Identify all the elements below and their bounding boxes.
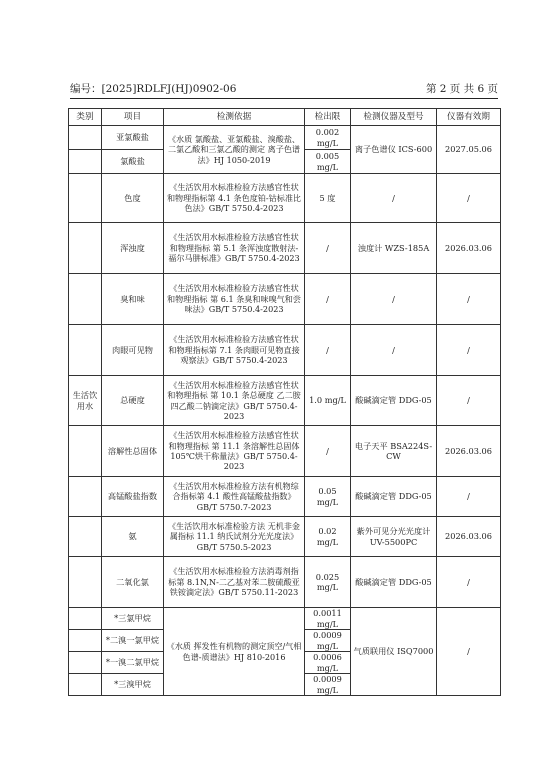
item-cell: 氨 (102, 517, 164, 557)
basis-cell: 《生活饮用水标准检验方法感官性状和物理指标第 7.1 条肉眼可见物直接观察法》GB/T 5750.4-2023 (164, 325, 305, 376)
validity-cell: / (437, 174, 501, 223)
validity-cell: 2026.03.06 (437, 223, 501, 274)
item-cell: 臭和味 (102, 274, 164, 325)
limit-cell: 1.0 mg/L (305, 376, 351, 426)
instrument-cell: 电子天平 BSA224S-CW (351, 426, 437, 477)
instrument-cell: 离子色谱仪 ICS-600 (351, 126, 437, 174)
basis-cell: 《生活饮用水标准检验方法感官性状和物理指标 第 10.1 条总硬度 乙二胺四乙酸二钠滴定法》GB/T 5750.4-2023 (164, 376, 305, 426)
limit-cell: 0.005 mg/L (305, 150, 351, 174)
validity-cell: 2026.03.06 (437, 426, 501, 477)
table-cell (69, 426, 102, 477)
basis-cell: 《水质 挥发性有机物的测定顶空/气相色谱-质谱法》HJ 810-2016 (164, 608, 305, 696)
limit-cell: 0.0009 mg/L (305, 674, 351, 696)
basis-cell: 《生活饮用水标准检验方法有机物综合指标第 4.1 酸性高锰酸盐指数》GB/T 5750.7-2023 (164, 477, 305, 517)
item-cell: 二氧化氯 (102, 557, 164, 608)
table-cell (69, 126, 102, 150)
table-cell (69, 325, 102, 376)
table-row (69, 174, 501, 223)
validity-cell: / (437, 608, 501, 696)
limit-cell: 0.02 mg/L (305, 517, 351, 557)
column-header: 仪器有效期 (437, 109, 501, 126)
instrument-cell: 紫外可见分光光度计 UV-5500PC (351, 517, 437, 557)
table-row (69, 557, 501, 608)
page-indicator: 第 2 页 共 6 页 (425, 83, 498, 95)
item-cell: 肉眼可见物 (102, 325, 164, 376)
limit-cell: 0.025 mg/L (305, 557, 351, 608)
item-cell: 色度 (102, 174, 164, 223)
basis-cell: 《生活饮用水标准检验方法 无机非金属指标 11.1 纳氏试剂分光光度法》GB/T 5750.5-2023 (164, 517, 305, 557)
limit-cell: / (305, 426, 351, 477)
table-cell (69, 652, 102, 674)
table-header-row (69, 109, 501, 126)
validity-cell: 2026.03.06 (437, 517, 501, 557)
table-row (69, 325, 501, 376)
column-header: 类别 (69, 109, 102, 126)
table-cell (69, 274, 102, 325)
instrument-cell: 酸碱滴定管 DDG-05 (351, 376, 437, 426)
table-cell (69, 150, 102, 174)
item-cell: *二溴一氯甲烷 (102, 630, 164, 652)
item-cell: 浑浊度 (102, 223, 164, 274)
table-row (69, 126, 501, 150)
table-row (69, 274, 501, 325)
column-header: 检测依据 (164, 109, 305, 126)
table-cell (69, 608, 102, 630)
item-cell: *三氯甲烷 (102, 608, 164, 630)
table-cell (69, 223, 102, 274)
table-row (69, 426, 501, 477)
column-header: 检出限 (305, 109, 351, 126)
limit-cell: 0.0011 mg/L (305, 608, 351, 630)
table-row (69, 376, 501, 426)
basis-cell: 《生活饮用水标准检验方法感官性状和物理指标 第 11.1 条溶解性总固体 105℃烘干称量法》GB/T 5750.4-2023 (164, 426, 305, 477)
item-cell: 溶解性总固体 (102, 426, 164, 477)
validity-cell: / (437, 325, 501, 376)
table-cell (69, 674, 102, 696)
test-method-table (68, 108, 501, 696)
instrument-cell: 酸碱滴定管 DDG-05 (351, 477, 437, 517)
limit-cell: / (305, 223, 351, 274)
validity-cell: / (437, 477, 501, 517)
header-rule (70, 98, 498, 99)
validity-cell: / (437, 274, 501, 325)
table-cell (69, 557, 102, 608)
item-cell: *一溴二氯甲烷 (102, 652, 164, 674)
validity-cell: / (437, 376, 501, 426)
table-cell (69, 517, 102, 557)
document-number: 编号：[2025]RDLFJ(HJ)0902-06 (70, 83, 237, 95)
instrument-cell: / (351, 325, 437, 376)
basis-cell: 《生活饮用水标准检验方法感官性状和物理指标 第 6.1 条臭和味嗅气和尝味法》GB/T 5750.4-2023 (164, 274, 305, 325)
item-cell: 氯酸盐 (102, 150, 164, 174)
instrument-cell: 酸碱滴定管 DDG-05 (351, 557, 437, 608)
limit-cell: 5 度 (305, 174, 351, 223)
item-cell: *三溴甲烷 (102, 674, 164, 696)
instrument-cell: / (351, 174, 437, 223)
table-cell (69, 174, 102, 223)
table-row (69, 608, 501, 630)
basis-cell: 《生活饮用水标准检验方法感官性状和物理指标 第 5.1 条浑浊度散射法-福尔马肼标准》GB/T 5750.4-2023 (164, 223, 305, 274)
limit-cell: 0.002 mg/L (305, 126, 351, 150)
page-header (70, 81, 498, 95)
basis-cell: 《生活饮用水标准检验方法消毒剂指标第 8.1N,N-二乙基对苯二胺硫酸亚铁铵滴定法》GB/T 5750.11-2023 (164, 557, 305, 608)
table-cell (69, 477, 102, 517)
instrument-cell: 浊度计 WZS-185A (351, 223, 437, 274)
table-cell (69, 630, 102, 652)
column-header: 检测仪器及型号 (351, 109, 437, 126)
item-cell: 亚氯酸盐 (102, 126, 164, 150)
limit-cell: 0.0009 mg/L (305, 630, 351, 652)
table-row (69, 223, 501, 274)
item-cell: 高锰酸盐指数 (102, 477, 164, 517)
basis-cell: 《生活饮用水标准检验方法感官性状和物理指标第 4.1 条色度铂-钴标准比色法》GB/T 5750.4-2023 (164, 174, 305, 223)
validity-cell: 2027.05.06 (437, 126, 501, 174)
basis-cell: 《水质 氯酸盐、亚氯酸盐、溴酸盐、二氯乙酸和三氯乙酸的测定 离子色谱法》HJ 1050-2019 (164, 126, 305, 174)
validity-cell: / (437, 557, 501, 608)
limit-cell: 0.05 mg/L (305, 477, 351, 517)
table-row (69, 477, 501, 517)
category-cell: 生活饮用水 (69, 376, 102, 426)
limit-cell: / (305, 325, 351, 376)
column-header: 项目 (102, 109, 164, 126)
item-cell: 总硬度 (102, 376, 164, 426)
limit-cell: / (305, 274, 351, 325)
limit-cell: 0.0006 mg/L (305, 652, 351, 674)
instrument-cell: / (351, 274, 437, 325)
table-row (69, 517, 501, 557)
instrument-cell: 气质联用仪 ISQ7000 (351, 608, 437, 696)
